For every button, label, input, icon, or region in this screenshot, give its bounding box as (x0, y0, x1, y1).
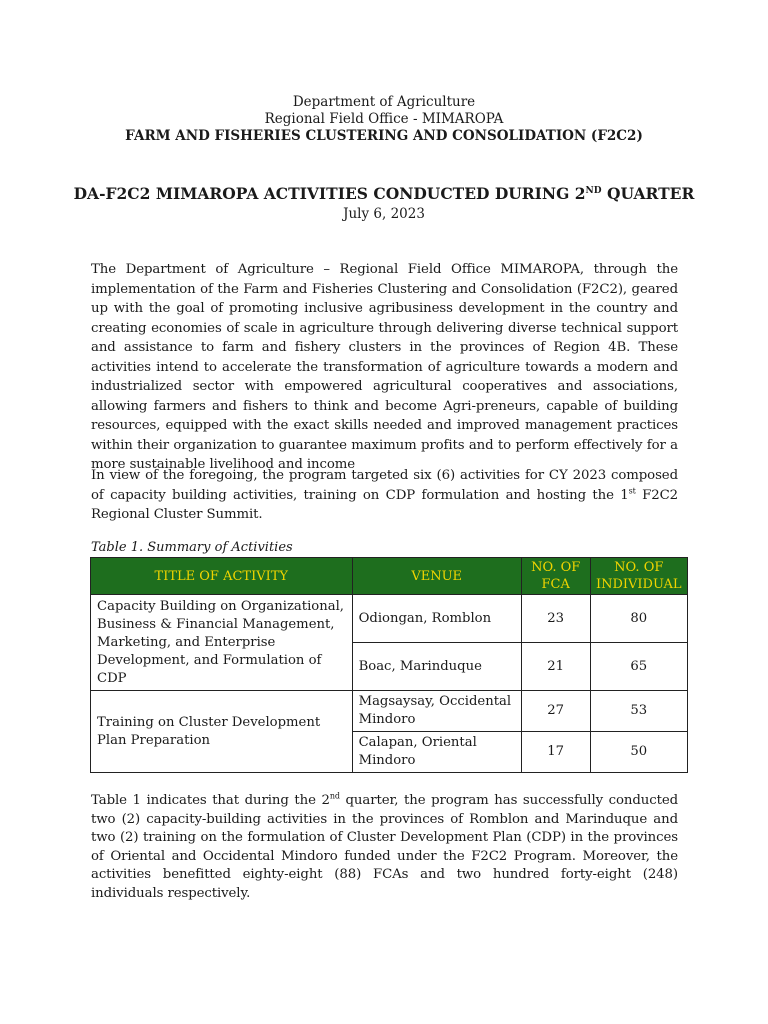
fca-cell: 21 (521, 643, 590, 691)
venue-cell: Odiongan, Romblon (352, 595, 521, 643)
activity-title-cell: Training on Cluster Development Plan Preparation (91, 691, 353, 773)
foregoing-superscript: st (628, 486, 636, 496)
header-no-of-individual: NO. OF INDIVIDUAL (590, 558, 687, 595)
foregoing-paragraph (91, 466, 678, 525)
summary-text-a: Table 1 indicates that during the 2 (91, 793, 330, 808)
table-caption: Table 1. Summary of Activities (91, 540, 293, 555)
foregoing-text-b: F2C2 Regional Cluster Summit. (91, 487, 679, 522)
header-no-of-fca: NO. OF FCA (521, 558, 590, 595)
header-venue: VENUE (352, 558, 521, 595)
header-title-of-activity: TITLE OF ACTIVITY (91, 558, 353, 595)
venue-cell: Magsaysay, Occidental Mindoro (352, 691, 521, 732)
document-title (0, 184, 768, 204)
foregoing-text-a: In view of the foregoing, the program targeted six (6) activities for CY 2023 composed of capacity building activities, training on CDP formulation and hosting the 1 (91, 468, 678, 503)
activities-table (90, 557, 688, 773)
summary-superscript: nd (329, 791, 340, 801)
activity-title-cell: Capacity Building on Organizational, Business & Financial Management, Marketing, and Enterprise Development, and Formulation of CDP (91, 595, 353, 691)
fca-cell: 17 (521, 732, 590, 773)
individual-cell: 65 (590, 643, 687, 691)
title-main: DA-F2C2 MIMAROPA ACTIVITIES CONDUCTED DURING 2 (73, 184, 586, 203)
title-tail: QUARTER (601, 184, 695, 203)
fca-cell: 23 (521, 595, 590, 643)
summary-text-b: quarter, the program has successfully conducted two (2) capacity-building activities in the provinces of Romblon and Marinduque and two (2) training on the formulation of Cluster Development Plan (CDP) in the provinces of Oriental and Occidental Mindoro funded under the F2C2 Program. Moreover, the activities benefitted eighty-eight (88) FCAs and two hundred forty-eight (248) individuals respectively. (91, 793, 678, 901)
venue-cell: Boac, Marinduque (352, 643, 521, 691)
program-name: FARM AND FISHERIES CLUSTERING AND CONSOLIDATION (F2C2) (125, 128, 643, 144)
document-date: July 6, 2023 (343, 206, 425, 222)
department-name: Department of Agriculture (292, 94, 476, 110)
letterhead (0, 94, 768, 145)
regional-office: Regional Field Office - MIMAROPA (264, 111, 504, 127)
intro-paragraph: The Department of Agriculture – Regional Field Office MIMAROPA, through the implementation of the Farm and Fisheries Clustering and Consolidation (F2C2), geared up with the goal of promoting inclusive agribusiness development in the country and creating economies of scale in agriculture through delivering diverse technical support and assistance to farm and fishery clusters in the provinces of Region 4B. These activities intend to accelerate the transformation of agriculture towards a modern and industrialized sector with empowered agricultural cooperatives and associations, allowing farmers and fishers to think and become Agri-preneurs, capable of building resources, equipped with the exact skills needed and improved management practices within their organization to guarantee maximum profits and to perform effectively for a more sustainable livelihood and income (91, 262, 678, 472)
individual-cell: 50 (590, 732, 687, 773)
individual-cell: 53 (590, 691, 687, 732)
individual-cell: 80 (590, 595, 687, 643)
table-row (91, 691, 688, 732)
fca-cell: 27 (521, 691, 590, 732)
table-row (91, 595, 688, 643)
venue-cell: Calapan, Oriental Mindoro (352, 732, 521, 773)
summary-paragraph (91, 792, 678, 903)
title-superscript: ND (585, 185, 602, 196)
table-header-row (91, 558, 688, 595)
